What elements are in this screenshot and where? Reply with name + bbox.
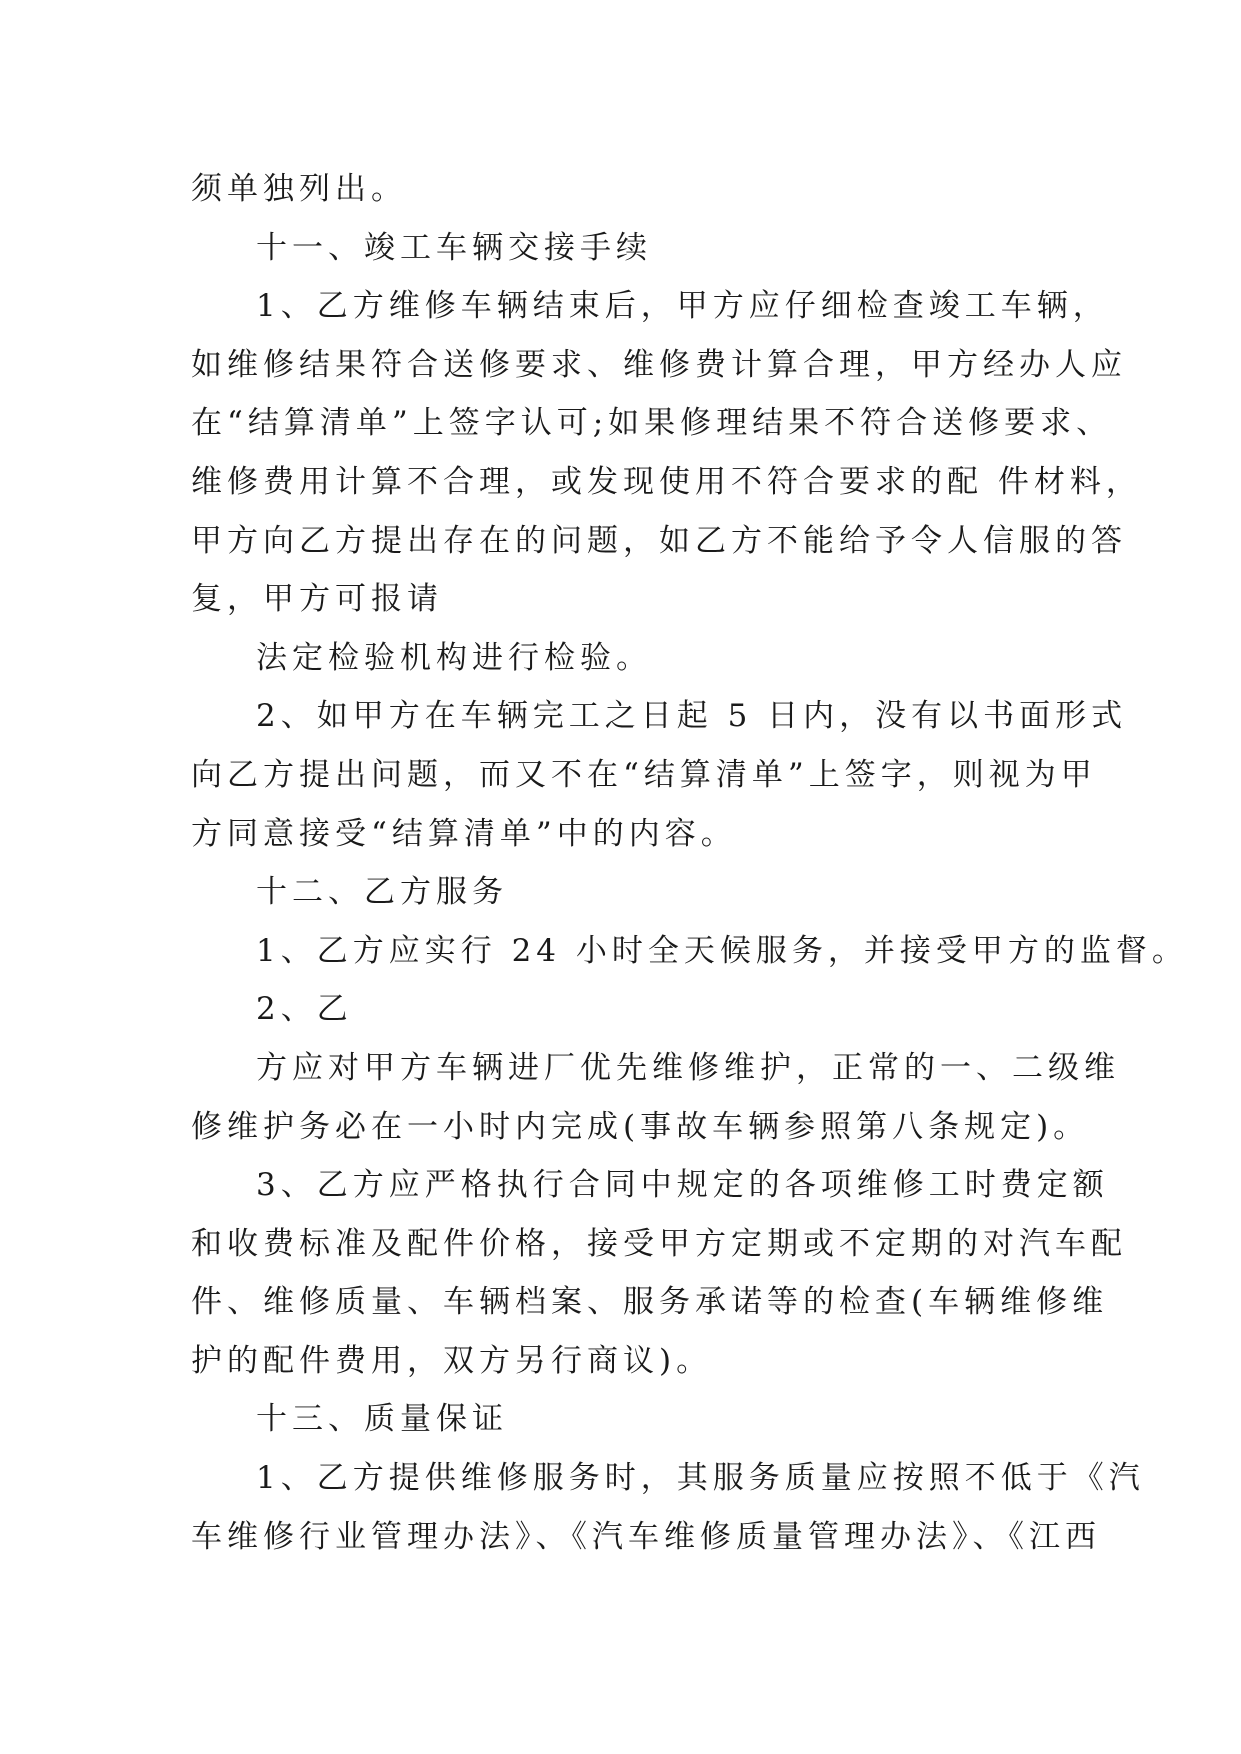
text-line: 方同意接受“结算清单”中的内容。 — [191, 815, 737, 852]
text-line: 3、乙方应严格执行合同中规定的各项维修工时费定额 — [256, 1167, 1109, 1204]
text-line: 修维护务必在一小时内完成(事故车辆参照第八条规定)。 — [191, 1108, 1090, 1145]
document-body — [191, 160, 1188, 1566]
text-line: 复，甲方可报请 — [191, 581, 443, 618]
text-line: 如维修结果符合送修要求、维修费计算合理，甲方经办人应 — [191, 346, 1127, 383]
text-line: 2、乙 — [256, 991, 353, 1028]
text-line: 1、乙方应实行 24 小时全天候服务，并接受甲方的监督。 — [256, 932, 1188, 969]
text-line: 和收费标准及配件价格，接受甲方定期或不定期的对汽车配 — [191, 1225, 1127, 1262]
text-line: 1、乙方提供维修服务时，其服务质量应按照不低于《汽 — [256, 1460, 1145, 1497]
text-line: 向乙方提出问题，而又不在“结算清单”上签字，则视为甲 — [191, 756, 1097, 793]
text-line: 十三、质量保证 — [256, 1401, 508, 1438]
text-line: 2、如甲方在车辆完工之日起 5 日内，没有以书面形式 — [256, 698, 1128, 735]
text-line: 件、维修质量、车辆档案、服务承诺等的检查(车辆维修维 — [191, 1284, 1109, 1321]
text-line: 车维修行业管理办法》、《汽车维修质量管理办法》、《江西 — [191, 1518, 1101, 1555]
text-line: 须单独列出。 — [191, 171, 407, 207]
text-line: 护的配件费用，双方另行商议)。 — [191, 1342, 713, 1379]
text-line: 十二、乙方服务 — [256, 874, 508, 911]
text-line: 方应对甲方车辆进厂优先维修维护，正常的一、二级维 — [256, 1049, 1120, 1086]
text-line: 在“结算清单”上签字认可;如果修理结果不符合送修要求、 — [191, 405, 1113, 442]
text-line: 维修费用计算不合理，或发现使用不符合要求的配 件材料， — [191, 463, 1142, 500]
text-line: 法定检验机构进行检验。 — [256, 639, 652, 676]
text-line: 1、乙方维修车辆结束后，甲方应仔细检查竣工车辆， — [256, 288, 1109, 325]
text-line: 十一、竣工车辆交接手续 — [256, 229, 652, 266]
text-line: 甲方向乙方提出存在的问题，如乙方不能给予令人信服的答 — [191, 522, 1127, 559]
